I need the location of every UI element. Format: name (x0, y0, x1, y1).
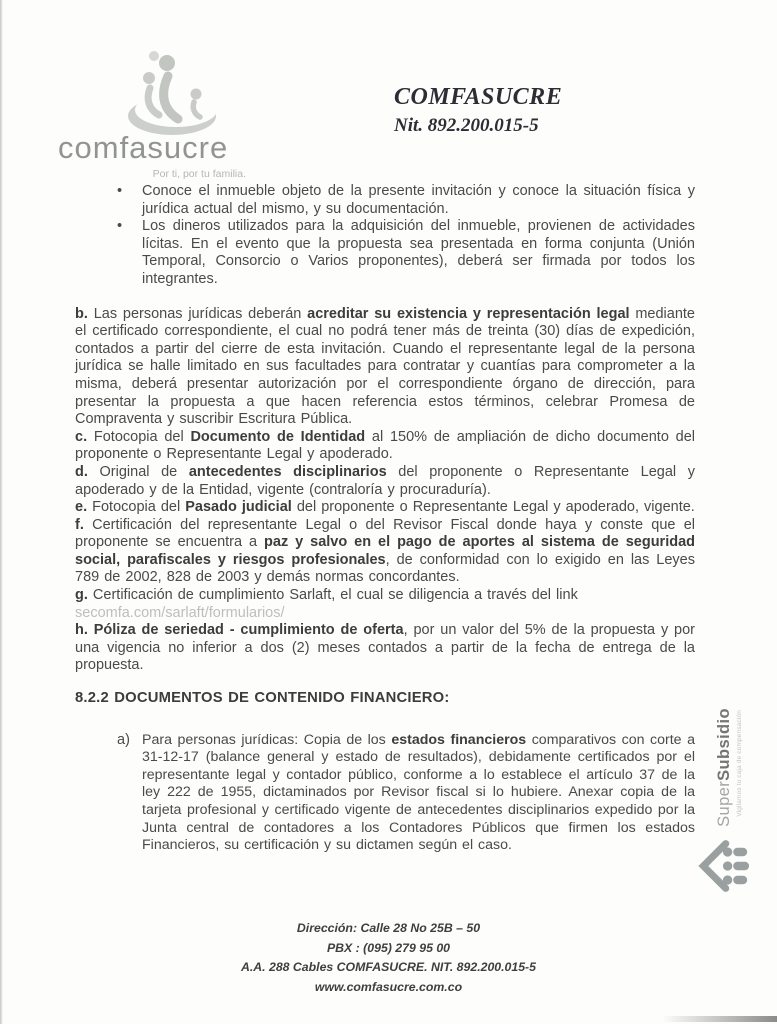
comfasucre-wordmark: comfasucre (58, 130, 229, 165)
supersubsidio-text (715, 708, 743, 827)
sarlaft-link: secomfa.com/sarlaft/formularios/ (75, 604, 285, 621)
scan-edge-artifact (0, 0, 3, 1024)
company-nit: Nit. 892.200.015-5 (394, 115, 539, 136)
item-label: a) (117, 731, 130, 748)
family-figures-icon (110, 46, 230, 138)
legal-requirements (75, 306, 695, 675)
page-footer (0, 919, 777, 997)
bullet-icon: • (117, 218, 123, 235)
item-text: Para personas jurídicas: Copia de los estados financieros comparativos con corte a 31-12-17 (balance general y estado de resultados), debidamente certificados por el representante legal y contador público, conforme a lo establece el artículo 37 de la ley 222 de 1955, dictaminados por Revisor fiscal si lo hubiere. Anexar copia de la tarjeta profesional y certificado vigente de antecedentes disciplinarios expedido por la Junta central de contadores a los Contadores Públicos que firmen los estados Financieros, su certificación y su dictamen según el caso. (142, 731, 695, 854)
footer-website: www.comfasucre.com.co (314, 979, 463, 994)
paragraph-c: c. Fotocopia del Documento de Identidad al 150% de ampliación de dicho documento del proponente o Representante Legal y apoderado. (75, 428, 696, 463)
requirements-list (75, 183, 695, 289)
comfasucre-slogan: Por ti, por tu familia. (152, 168, 246, 180)
comfasucre-logo (58, 46, 250, 180)
section-heading-8-2-2: 8.2.2 DOCUMENTOS DE CONTENIDO FINANCIERO: (75, 690, 450, 707)
list-item (75, 183, 695, 218)
paragraph-e: e. Fotocopia del Pasado judicial del proponente o Representante Legal y apoderado, vigente. (75, 499, 695, 516)
list-item (75, 218, 695, 288)
list-item-text: Conoce el inmueble objeto de la presente invitación y conoce la situación física y jurídica actual del mismo, y su documentación. (142, 183, 695, 217)
paragraph-g: g. Certificación de cumplimiento Sarlaft, el cual se diligencia a través del link (75, 587, 578, 604)
supersubsidio-stamp (694, 708, 764, 893)
paragraph-d: d. Original de antecedentes disciplinarios del proponente o Representante Legal y apoderado y de la Entidad, vigente (contraloría y procuraduría). (75, 463, 695, 498)
footer-address: Dirección: Calle 28 No 25B – 50 (296, 921, 481, 935)
footer-pbx: PBX : (095) 279 95 00 (326, 940, 451, 955)
supersubsidio-logo-icon (694, 839, 750, 893)
document-header (394, 84, 562, 137)
paragraph-b: b. Las personas jurídicas deberán acreditar su existencia y representación legal mediante el certificado correspondiente, el cual no podrá tener más de treinta (30) días de expedición, contados a partir del cierre de esta invitación. Cuando el representante legal de la persona jurídica se halle limitado en sus facultades para contratar y cuantías para comprometer a la misma, deberá presentar autorización por el correspondiente órgano de dirección, para presentar la propuesta a que hacen referencia estos términos, celebrar Promesa de Compraventa y suscribir Escritura Pública. (75, 305, 695, 428)
supersubsidio-tagline: Vigilamos tu caja de compensación (736, 710, 743, 817)
financial-item-a (75, 732, 695, 855)
paragraph-h: h. Póliza de seriedad - cumplimiento de oferta, por un valor del 5% de la propuesta y por una vigencia no inferior a dos (2) meses contados a partir de la fecha de entrega de la propuesta. (75, 622, 696, 674)
footer-cables: A.A. 288 Cables COMFASUCRE. NIT. 892.200.015-5 (240, 960, 536, 974)
company-title: COMFASUCRE (394, 84, 563, 110)
scan-corner-artifact (662, 1016, 777, 1022)
paragraph-f: f. Certificación del representante Legal o del Revisor Fiscal donde haya y conste que el proponente se encuentra a paz y salvo en el pago de aportes al sistema de seguridad social, parafiscales y riesgos profesionales, de conformidad con lo exigido en las Leyes 789 de 2002, 828 de 2003 y demás normas concordantes. (75, 516, 695, 586)
document-body (75, 183, 695, 855)
bullet-icon: • (117, 183, 123, 199)
list-item-text: Los dineros utilizados para la adquisición del inmueble, provienen de actividades lícitas. En el evento que la propuesta sea presentada en forma conjunta (Unión Temporal, Consorcio o Varios proponentes), deberá ser firmada por todos los integrantes. (142, 218, 695, 287)
supersubsidio-brand: SuperSubsidio (715, 708, 733, 827)
